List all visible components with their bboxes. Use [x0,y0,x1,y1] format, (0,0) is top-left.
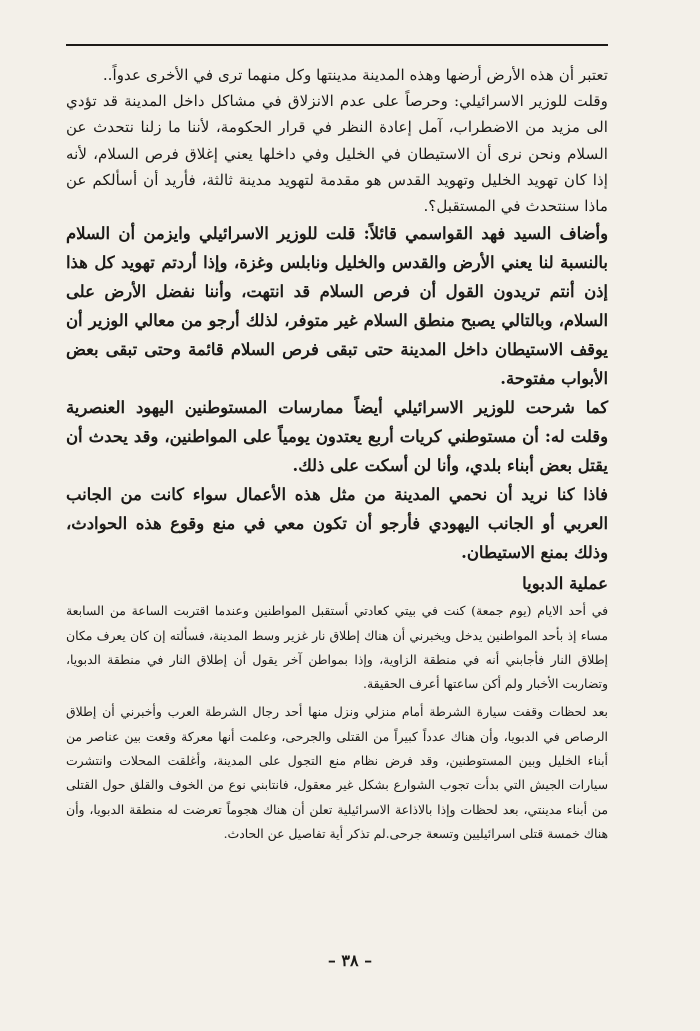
section-heading: عملية الدبويا [522,573,608,594]
paragraph-1: تعتبر أن هذه الأرض أرضها وهذه المدينة مدينتها وكل منهما ترى في الأخرى عدواً.. [102,66,608,84]
paragraph-2: وقلت للوزير الاسرائيلي: وحرصاً على عدم الانزلاق في مشاكل داخل المدينة قد تؤدي الى مزيد من الاضطراب، آمل إعادة النظر في قرار الحكومة، لأننا ما زلنا نتحدث عن السلام ونحن نرى أن الاستيطان في الخليل وفي داخلها يعني إغلاق فرص السلام، لأنه إذا كان تهويد الخليل وتهويد القدس هو مقدمة لتهويد مدينة ثالثة، فأريد أن أسألكم عن ماذا سنتحدث في المستقبل؟. [66,92,608,216]
section-paragraph-1: في أحد الايام (يوم جمعة) كنت في بيتي كعادتي أستقبل المواطنين وعندما اقتربت الساعة من السابعة مساء إذ بأحد المواطنين يدخل ويخبرني أن هناك إطلاق نار غزير وسط المدينة، فسألته إن كان يعرف مكان إطلاق النار فأجابني أنه في منطقة الزاوية، وإذا بمواطن آخر يقول أن إطلاق النار في منطقة الدبويا، وتضاربت الأخبار ولم أكن ساعتها أعرف الحقيقة. [66,603,608,692]
paragraph-3: وأضاف السيد فهد القواسمي قائلاً: قلت للوزير الاسرائيلي وايزمن أن السلام بالنسبة لنا يعني الأرض والقدس والخليل ونابلس وغزة، وإذا أردتم تهويد كل هذا إذن أنتم تريدون القول أن فرص السلام قد انتهت، وأننا نفضل الأرض على السلام، وبالتالي يصبح منطق السلام غير متوفر، لذلك أرجو من معالي الوزير أن يوقف الاستيطان داخل المدينة حتى تبقى فرص السلام قائمة وحتى تبقى بعض الأبواب مفتوحة. [66,224,608,389]
paragraph-5: فاذا كنا نريد أن نحمي المدينة من مثل هذه الأعمال سواء كانت من الجانب العربي أو الجانب اليهودي فأرجو أن تكون معي في منع وقوع هذه الحوادث، وذلك بمنع الاستيطان. [66,485,608,563]
page-number: – ٣٨ – [327,951,373,970]
page-body [66,62,608,846]
header-rule [66,44,608,46]
paragraph-4: كما شرحت للوزير الاسرائيلي أيضاً ممارسات المستوطنين اليهود العنصرية وقلت له: أن مستوطني كريات أربع يعتدون يومياً على المواطنين، وقد يحدث أن يقتل بعض أبناء بلدي، وأنا لن أسكت على ذلك. [66,398,608,476]
section-paragraph-2: بعد لحظات وقفت سيارة الشرطة أمام منزلي ونزل منها أحد رجال الشرطة العرب وأخبرني أن إطلاق الرصاص في الدبويا، وأن هناك عدداً كبيراً من القتلى والجرحى، وعلمت أنها معركة وقعت بين عناصر من أبناء الخليل وبين المستوطنين، وقد فرض نظام منع التجول على المدينة، وأغلقت المحلات وانتشرت سيارات الجيش التي بدأت تجوب الشوارع بشكل غير معقول، فانتابني نوع من الخوف والقلق حول القتلى من أبناء مدينتي، بعد لحظات وإذا بالاذاعة الاسرائيلية تعلن أن هناك هجوماً تعرضت له منطقة الدبويا، وأن هناك خمسة قتلى اسرائيليين وتسعة جرحى.لم تذكر أية تفاصيل عن الحادث. [66,704,608,841]
